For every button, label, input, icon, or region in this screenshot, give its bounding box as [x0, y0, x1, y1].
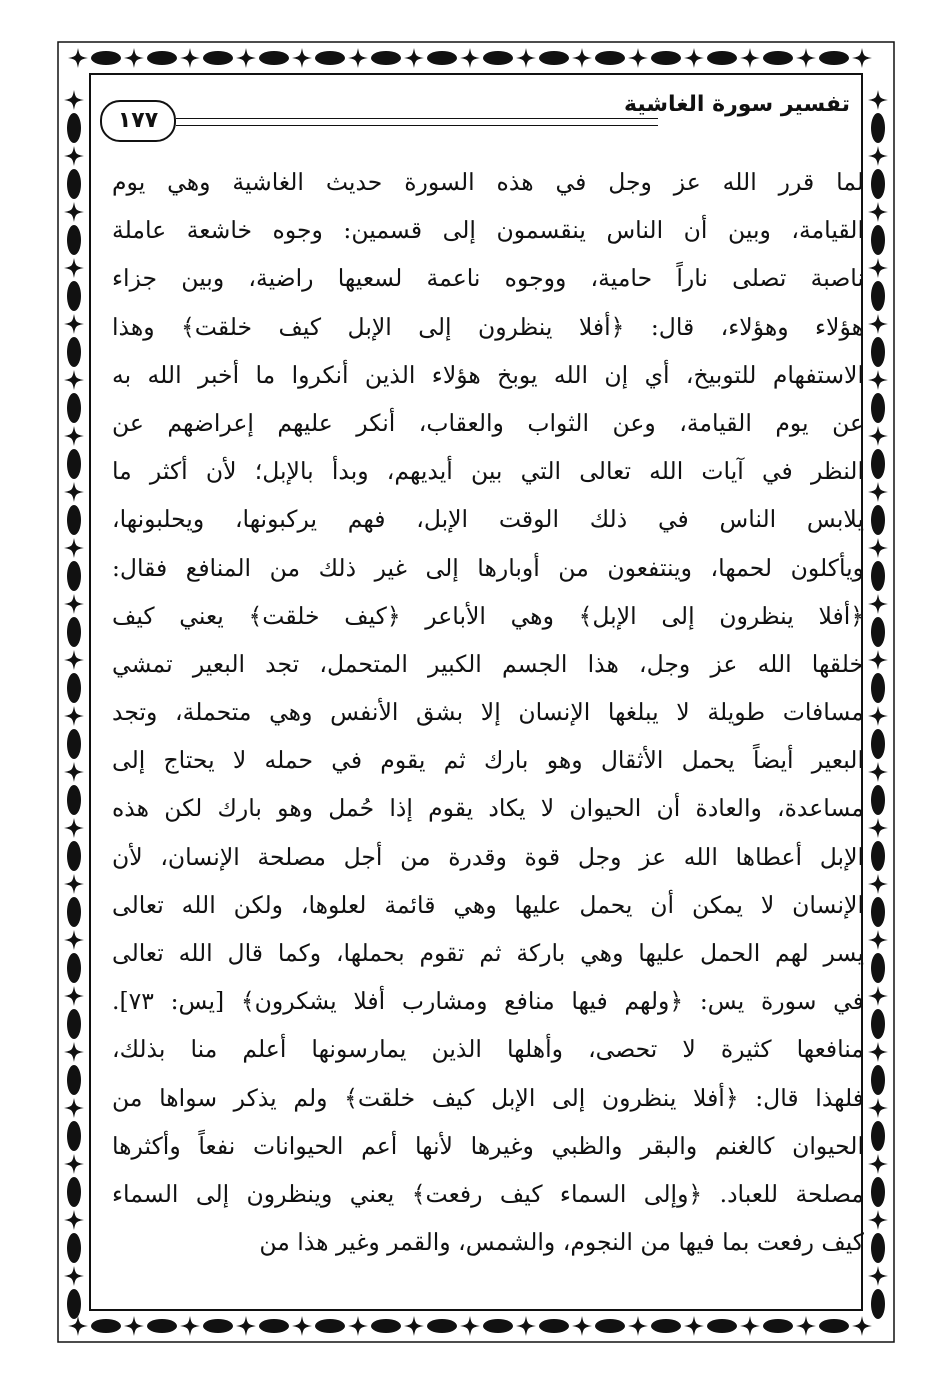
leaf-ornament-icon	[871, 449, 885, 479]
leaf-ornament-icon	[539, 1319, 569, 1333]
leaf-ornament-icon	[707, 1319, 737, 1333]
star-ornament-icon	[852, 1316, 872, 1336]
leaf-ornament-icon	[67, 393, 81, 423]
leaf-ornament-icon	[871, 225, 885, 255]
leaf-ornament-icon	[871, 953, 885, 983]
leaf-ornament-icon	[651, 51, 681, 65]
star-ornament-icon	[64, 482, 84, 502]
leaf-ornament-icon	[871, 1121, 885, 1151]
star-ornament-icon	[868, 258, 888, 278]
leaf-ornament-icon	[871, 337, 885, 367]
star-ornament-icon	[796, 48, 816, 68]
leaf-ornament-icon	[67, 225, 81, 255]
leaf-ornament-icon	[67, 953, 81, 983]
star-ornament-icon	[868, 930, 888, 950]
text-line: هؤلاء وهؤلاء، قال: ﴿أفلا ينظرون إلى الإبل كيف خلقت﴾ وهذا	[112, 312, 864, 341]
text-line: ناصبة تصلى ناراً حامية، ووجوه ناعمة لسعيها راضية، وبين جزاء	[112, 264, 864, 293]
star-ornament-icon	[64, 1042, 84, 1062]
leaf-ornament-icon	[871, 113, 885, 143]
leaf-ornament-icon	[651, 1319, 681, 1333]
leaf-ornament-icon	[871, 617, 885, 647]
leaf-ornament-icon	[67, 1177, 81, 1207]
star-ornament-icon	[852, 48, 872, 68]
leaf-ornament-icon	[595, 51, 625, 65]
text-line: عن يوم القيامة، وعن الثواب والعقاب، أنكر عليهم إعراضهم عن	[112, 408, 864, 437]
text-line: النظر في آيات الله تعالى التي بين أيديهم، وبدأ بالإبل؛ لأن أكثر ما	[112, 457, 864, 486]
leaf-ornament-icon	[147, 1319, 177, 1333]
star-ornament-icon	[628, 1316, 648, 1336]
text-line: مساعدة، والعادة أن الحيوان لا يكاد يقوم إذا حُمل وهو بارك لكن هذه	[112, 794, 864, 823]
leaf-ornament-icon	[67, 337, 81, 367]
star-ornament-icon	[64, 314, 84, 334]
star-ornament-icon	[64, 90, 84, 110]
star-ornament-icon	[404, 1316, 424, 1336]
leaf-ornament-icon	[315, 1319, 345, 1333]
text-line: ﴿أفلا ينظرون إلى الإبل﴾ وهي الأباعر ﴿كيف خلقت﴾ يعني كيف	[112, 601, 864, 630]
star-ornament-icon	[64, 1266, 84, 1286]
leaf-ornament-icon	[91, 51, 121, 65]
leaf-ornament-icon	[67, 169, 81, 199]
star-ornament-icon	[868, 90, 888, 110]
leaf-ornament-icon	[67, 561, 81, 591]
star-ornament-icon	[740, 1316, 760, 1336]
leaf-ornament-icon	[91, 1319, 121, 1333]
text-line: الاستفهام للتوبيخ، أي إن الله يوبخ هؤلاء الذين أنكروا ما أخبر الله به	[112, 360, 864, 389]
leaf-ornament-icon	[483, 1319, 513, 1333]
leaf-ornament-icon	[871, 393, 885, 423]
star-ornament-icon	[236, 1316, 256, 1336]
leaf-ornament-icon	[315, 51, 345, 65]
leaf-ornament-icon	[67, 617, 81, 647]
star-ornament-icon	[64, 594, 84, 614]
text-line: منافعها كثيرة لا تحصى، وأهلها الذين يمارسونها أعلم منا بذلك،	[112, 1035, 864, 1064]
leaf-ornament-icon	[871, 169, 885, 199]
star-ornament-icon	[516, 1316, 536, 1336]
leaf-ornament-icon	[259, 1319, 289, 1333]
leaf-ornament-icon	[871, 729, 885, 759]
text-line: الحيوان كالغنم والبقر والظبي وغيرها لأنها أعم الحيوانات نفعاً وأكثرها	[112, 1131, 864, 1160]
star-ornament-icon	[348, 1316, 368, 1336]
leaf-ornament-icon	[67, 505, 81, 535]
star-ornament-icon	[64, 1210, 84, 1230]
star-ornament-icon	[64, 650, 84, 670]
star-ornament-icon	[124, 1316, 144, 1336]
star-ornament-icon	[868, 482, 888, 502]
leaf-ornament-icon	[67, 729, 81, 759]
star-ornament-icon	[572, 1316, 592, 1336]
star-ornament-icon	[64, 426, 84, 446]
leaf-ornament-icon	[67, 1289, 81, 1319]
star-ornament-icon	[684, 48, 704, 68]
star-ornament-icon	[64, 930, 84, 950]
leaf-ornament-icon	[67, 1009, 81, 1039]
leaf-ornament-icon	[67, 449, 81, 479]
text-line: ويأكلون لحمها، وينتفعون من أوبارها إلى غير ذلك من المنافع فقال:	[112, 553, 864, 582]
star-ornament-icon	[64, 818, 84, 838]
leaf-ornament-icon	[871, 1009, 885, 1039]
star-ornament-icon	[868, 650, 888, 670]
text-line: مسافات طويلة لا يبلغها الإنسان إلا بشق الأنفس وهي متحملة، وتجد	[112, 698, 864, 727]
star-ornament-icon	[868, 202, 888, 222]
star-ornament-icon	[64, 146, 84, 166]
leaf-ornament-icon	[67, 785, 81, 815]
leaf-ornament-icon	[203, 1319, 233, 1333]
text-line: في سورة يس: ﴿ولهم فيها منافع ومشارب أفلا يشكرون﴾ [يس: ٧٣].	[112, 987, 864, 1016]
leaf-ornament-icon	[67, 113, 81, 143]
star-ornament-icon	[68, 48, 88, 68]
star-ornament-icon	[868, 1154, 888, 1174]
star-ornament-icon	[64, 874, 84, 894]
header-rule	[176, 118, 658, 126]
leaf-ornament-icon	[147, 51, 177, 65]
leaf-ornament-icon	[67, 897, 81, 927]
star-ornament-icon	[236, 48, 256, 68]
text-line: البعير أيضاً يحمل الأثقال وهو بارك ثم يقوم في حمله لا يحتاج إلى	[112, 746, 864, 775]
leaf-ornament-icon	[763, 1319, 793, 1333]
leaf-ornament-icon	[871, 897, 885, 927]
leaf-ornament-icon	[763, 51, 793, 65]
leaf-ornament-icon	[67, 1121, 81, 1151]
star-ornament-icon	[868, 538, 888, 558]
text-line: الإنسان لا يمكن أن يحمل عليها وهي قائمة لعلوها، ولكن الله تعالى	[112, 890, 864, 919]
page-body-text	[112, 158, 864, 1266]
text-line: فلهذا قال: ﴿أفلا ينظرون إلى الإبل كيف خلقت﴾ ولم يذكر سواها من	[112, 1083, 864, 1112]
text-line: لما قرر الله عز وجل في هذه السورة حديث الغاشية وهي يوم	[112, 168, 864, 196]
star-ornament-icon	[740, 48, 760, 68]
star-ornament-icon	[460, 1316, 480, 1336]
star-ornament-icon	[292, 1316, 312, 1336]
leaf-ornament-icon	[871, 1177, 885, 1207]
leaf-ornament-icon	[371, 51, 401, 65]
leaf-ornament-icon	[819, 1319, 849, 1333]
star-ornament-icon	[684, 1316, 704, 1336]
star-ornament-icon	[348, 48, 368, 68]
star-ornament-icon	[460, 48, 480, 68]
star-ornament-icon	[868, 146, 888, 166]
star-ornament-icon	[868, 874, 888, 894]
leaf-ornament-icon	[871, 1289, 885, 1319]
leaf-ornament-icon	[707, 51, 737, 65]
star-ornament-icon	[868, 986, 888, 1006]
star-ornament-icon	[64, 1154, 84, 1174]
leaf-ornament-icon	[871, 673, 885, 703]
star-ornament-icon	[404, 48, 424, 68]
star-ornament-icon	[180, 1316, 200, 1336]
leaf-ornament-icon	[67, 673, 81, 703]
star-ornament-icon	[572, 48, 592, 68]
header-title: تفسير سورة الغاشية	[624, 92, 850, 117]
star-ornament-icon	[64, 202, 84, 222]
star-ornament-icon	[868, 314, 888, 334]
leaf-ornament-icon	[67, 841, 81, 871]
leaf-ornament-icon	[871, 281, 885, 311]
text-line: يلابس الناس في ذلك الوقت الإبل، فهم يركبونها، ويحلبونها،	[112, 505, 864, 534]
star-ornament-icon	[292, 48, 312, 68]
leaf-ornament-icon	[483, 51, 513, 65]
text-line: خلقها الله عز وجل، هذا الجسم الكبير المتحمل، تجد البعير تمشي	[112, 649, 864, 678]
text-line: مصلحة للعباد. ﴿وإلى السماء كيف رفعت﴾ يعني وينظرون إلى السماء	[112, 1179, 864, 1208]
star-ornament-icon	[868, 1266, 888, 1286]
star-ornament-icon	[868, 1042, 888, 1062]
text-line: يسر لهم الحمل عليها وهي باركة ثم تقوم بحملها، وكما قال الله تعالى	[112, 939, 864, 967]
leaf-ornament-icon	[871, 785, 885, 815]
running-header	[96, 92, 856, 140]
star-ornament-icon	[868, 594, 888, 614]
leaf-ornament-icon	[871, 1065, 885, 1095]
leaf-ornament-icon	[427, 1319, 457, 1333]
leaf-ornament-icon	[871, 841, 885, 871]
star-ornament-icon	[628, 48, 648, 68]
leaf-ornament-icon	[67, 281, 81, 311]
leaf-ornament-icon	[427, 51, 457, 65]
text-line: القيامة، وبين أن الناس ينقسمون إلى قسمين: وجوه خاشعة عاملة	[112, 216, 864, 245]
star-ornament-icon	[64, 762, 84, 782]
leaf-ornament-icon	[871, 561, 885, 591]
star-ornament-icon	[64, 538, 84, 558]
leaf-ornament-icon	[871, 1233, 885, 1263]
leaf-ornament-icon	[819, 51, 849, 65]
star-ornament-icon	[64, 706, 84, 726]
leaf-ornament-icon	[67, 1065, 81, 1095]
star-ornament-icon	[180, 48, 200, 68]
star-ornament-icon	[868, 370, 888, 390]
leaf-ornament-icon	[371, 1319, 401, 1333]
star-ornament-icon	[64, 986, 84, 1006]
leaf-ornament-icon	[539, 51, 569, 65]
star-ornament-icon	[868, 1098, 888, 1118]
star-ornament-icon	[124, 48, 144, 68]
star-ornament-icon	[64, 258, 84, 278]
text-line: كيف رفعت بما فيها من النجوم، والشمس، والقمر وغير هذا من	[259, 1228, 864, 1257]
leaf-ornament-icon	[203, 51, 233, 65]
star-ornament-icon	[796, 1316, 816, 1336]
text-line: الإبل أعطاها الله عز وجل قوة وقدرة من أجل مصلحة الإنسان، لأن	[112, 842, 864, 871]
star-ornament-icon	[868, 426, 888, 446]
star-ornament-icon	[64, 1098, 84, 1118]
leaf-ornament-icon	[67, 1233, 81, 1263]
leaf-ornament-icon	[595, 1319, 625, 1333]
star-ornament-icon	[868, 1210, 888, 1230]
leaf-ornament-icon	[259, 51, 289, 65]
leaf-ornament-icon	[871, 505, 885, 535]
page-number: ١٧٧	[100, 100, 176, 142]
star-ornament-icon	[868, 706, 888, 726]
star-ornament-icon	[516, 48, 536, 68]
star-ornament-icon	[868, 818, 888, 838]
star-ornament-icon	[68, 1316, 88, 1336]
star-ornament-icon	[64, 370, 84, 390]
star-ornament-icon	[868, 762, 888, 782]
